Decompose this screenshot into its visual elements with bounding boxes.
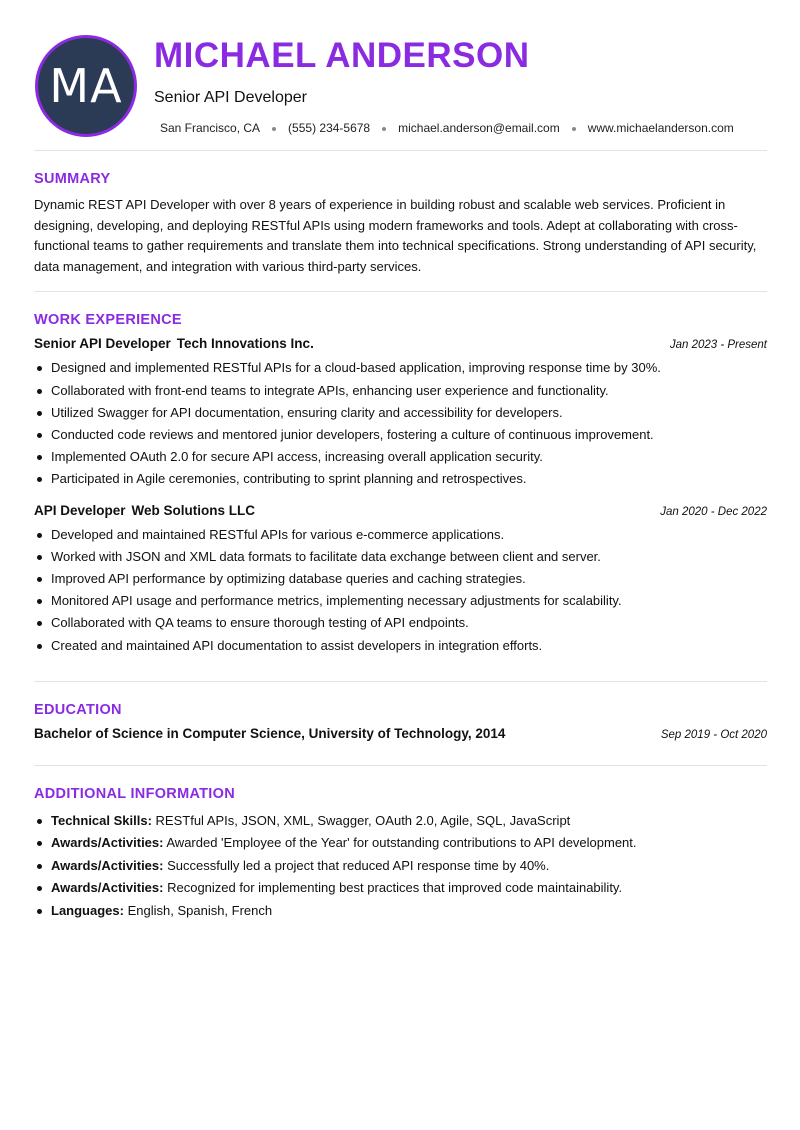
list-item: Collaborated with QA teams to ensure thorough testing of API endpoints. [34, 612, 767, 634]
list-item: Technical Skills: RESTful APIs, JSON, XML, Swagger, OAuth 2.0, Agile, SQL, JavaScript [34, 810, 767, 833]
list-item: Collaborated with front-end teams to integrate APIs, enhancing user experience and functionality. [34, 380, 767, 402]
avatar [35, 35, 137, 137]
list-item: Participated in Agile ceremonies, contributing to sprint planning and retrospectives. [34, 468, 767, 490]
avatar-initials: MA [49, 59, 123, 113]
section-heading-summary: SUMMARY [34, 171, 111, 187]
job-company: Tech Innovations Inc. [176, 336, 314, 352]
candidate-name: MICHAEL ANDERSON [154, 36, 530, 75]
list-item: Awards/Activities: Awarded 'Employee of the Year' for outstanding contributions to API development. [34, 832, 767, 855]
job-dates: Jan 2023 - Present [669, 339, 767, 352]
list-item: Monitored API usage and performance metrics, implementing necessary adjustments for scalability. [34, 590, 767, 612]
contact-website: www.michaelanderson.com [587, 121, 734, 135]
work-experience-section [34, 292, 767, 656]
list-item: Improved API performance by optimizing database queries and caching strategies. [34, 568, 767, 590]
resume-header [34, 0, 767, 150]
job-role: API Developer [34, 502, 126, 518]
summary-section [34, 151, 767, 277]
list-item: Awards/Activities: Recognized for implementing best practices that improved code maintainability. [34, 877, 767, 900]
section-heading-additional: ADDITIONAL INFORMATION [34, 785, 235, 802]
job-role: Senior API Developer [34, 336, 171, 352]
separator-dot-icon [382, 127, 386, 131]
job-header [34, 503, 767, 518]
contact-location: San Francisco, CA [160, 121, 261, 135]
list-item: Developed and maintained RESTful APIs for various e-commerce applications. [34, 524, 767, 546]
list-item: Implemented OAuth 2.0 for secure API access, increasing overall application security. [34, 446, 767, 468]
contact-info [160, 121, 734, 135]
separator-dot-icon [572, 127, 576, 131]
list-item: Languages: English, Spanish, French [34, 900, 767, 923]
job-header [34, 336, 767, 351]
section-heading-experience: WORK EXPERIENCE [34, 312, 182, 329]
education-entry [34, 726, 767, 741]
contact-email: michael.anderson@email.com [398, 121, 560, 135]
job-dates: Jan 2020 - Dec 2022 [660, 505, 767, 518]
separator-dot-icon [272, 127, 276, 131]
contact-phone: (555) 234-5678 [288, 121, 371, 135]
list-item: Created and maintained API documentation to assist developers in integration efforts. [34, 635, 767, 657]
job-company: Web Solutions LLC [131, 502, 256, 518]
additional-info-section [34, 766, 767, 923]
job-entry [34, 503, 767, 657]
education-degree: Bachelor of Science in Computer Science, University of Technology, 2014 [34, 725, 506, 741]
education-dates: Sep 2019 - Oct 2020 [660, 728, 767, 741]
additional-info-list [34, 810, 767, 923]
list-item: Utilized Swagger for API documentation, ensuring clarity and accessibility for developers. [34, 402, 767, 424]
job-entry [34, 336, 767, 490]
job-bullet-list [34, 357, 767, 490]
job-bullet-list [34, 524, 767, 657]
job-title: Senior API Developer [154, 89, 307, 106]
list-item: Awards/Activities: Successfully led a project that reduced API response time by 40%. [34, 855, 767, 878]
list-item: Conducted code reviews and mentored junior developers, fostering a culture of continuous improvement. [34, 424, 767, 446]
list-item: Designed and implemented RESTful APIs for a cloud-based application, improving response time by 30%. [34, 357, 767, 379]
list-item: Worked with JSON and XML data formats to facilitate data exchange between client and server. [34, 546, 767, 568]
education-section [34, 682, 767, 741]
section-heading-education: EDUCATION [34, 701, 122, 718]
summary-text: Dynamic REST API Developer with over 8 years of experience in building robust and scalable web services. Proficient in designing, developing, and deploying RESTful APIs using modern frameworks and tools. Adept at collaborating with cross-functional teams to gather requirements and translate them into technical specifications. Strong understanding of API security, data management, and integration with various third-party services. [34, 197, 757, 274]
